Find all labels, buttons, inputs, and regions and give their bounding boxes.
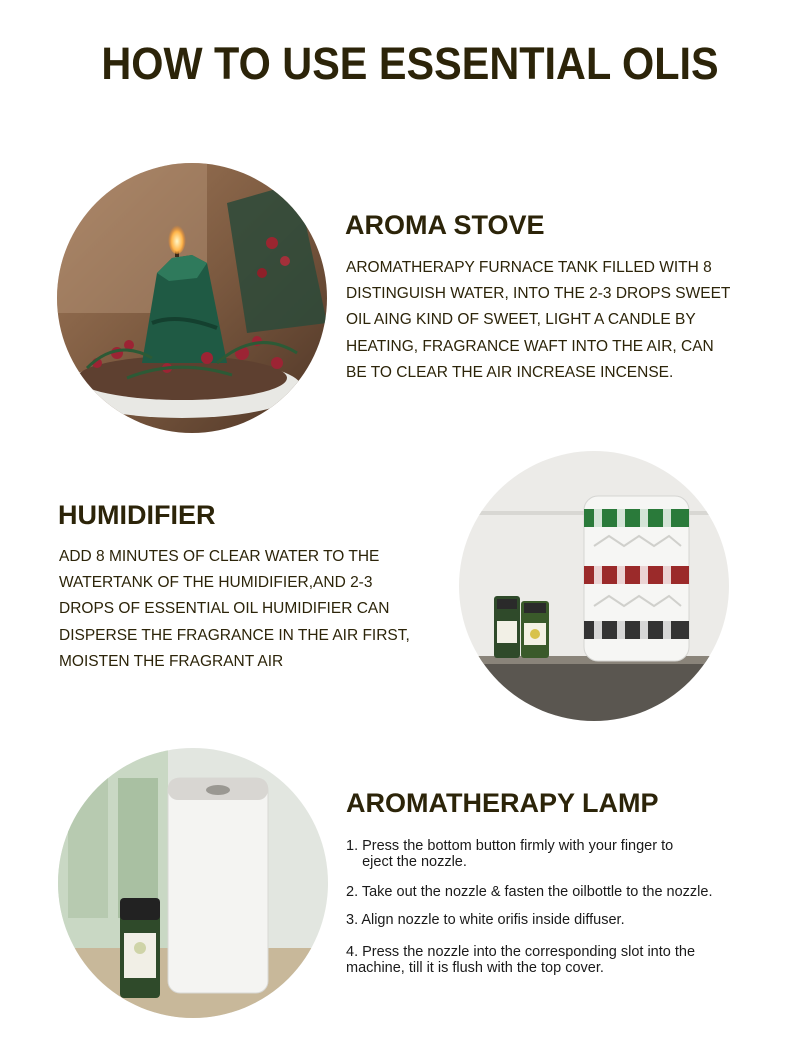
description-line: BE TO CLEAR THE AIR INCREASE INCENSE.: [346, 363, 674, 381]
humidifier-photo: [459, 451, 729, 721]
step-line: 3. Align nozzle to white orifis inside diffuser.: [346, 912, 625, 928]
description-line: DROPS OF ESSENTIAL OIL HUMIDIFIER CAN: [59, 600, 390, 618]
section-heading: HUMIDIFIER: [58, 500, 216, 530]
description-line: MOISTEN THE FRAGRANT AIR: [59, 652, 284, 670]
description-line: HEATING, FRAGRANCE WAFT INTO THE AIR, CAN: [346, 337, 714, 355]
step-line: eject the nozzle.: [346, 854, 467, 870]
aroma-stove-photo: [57, 163, 327, 433]
step-item: [346, 912, 625, 928]
section-heading: AROMATHERAPY LAMP: [346, 788, 659, 818]
description-line: ADD 8 MINUTES OF CLEAR WATER TO THE: [59, 548, 380, 565]
description-line: AROMATHERAPY FURNACE TANK FILLED WITH 8: [346, 259, 712, 276]
step-item: [346, 944, 695, 976]
description-line: DISPERSE THE FRAGRANCE IN THE AIR FIRST,: [59, 626, 410, 644]
step-line: machine, till it is flush with the top cover.: [346, 960, 604, 976]
description-line: WATERTANK OF THE HUMIDIFIER,AND 2-3: [59, 574, 373, 592]
step-line: 1. Press the bottom button firmly with your finger to: [346, 838, 674, 854]
description-line: DISTINGUISH WATER, INTO THE 2-3 DROPS SWEET: [346, 285, 731, 303]
section-heading: AROMA STOVE: [345, 210, 545, 240]
step-line: 2. Take out the nozzle & fasten the oilbottle to the nozzle.: [346, 884, 713, 900]
aromatherapy-lamp-photo: [58, 748, 328, 1018]
section-description: [59, 544, 410, 675]
section-description: [346, 255, 730, 386]
description-line: OIL AING KIND OF SWEET, LIGHT A CANDLE BY: [346, 311, 696, 329]
step-item: [346, 838, 673, 870]
step-item: [346, 884, 713, 900]
step-line: 4. Press the nozzle into the corresponding slot into the: [346, 944, 696, 960]
page-title: HOW TO USE ESSENTIAL OLIS: [101, 38, 719, 89]
